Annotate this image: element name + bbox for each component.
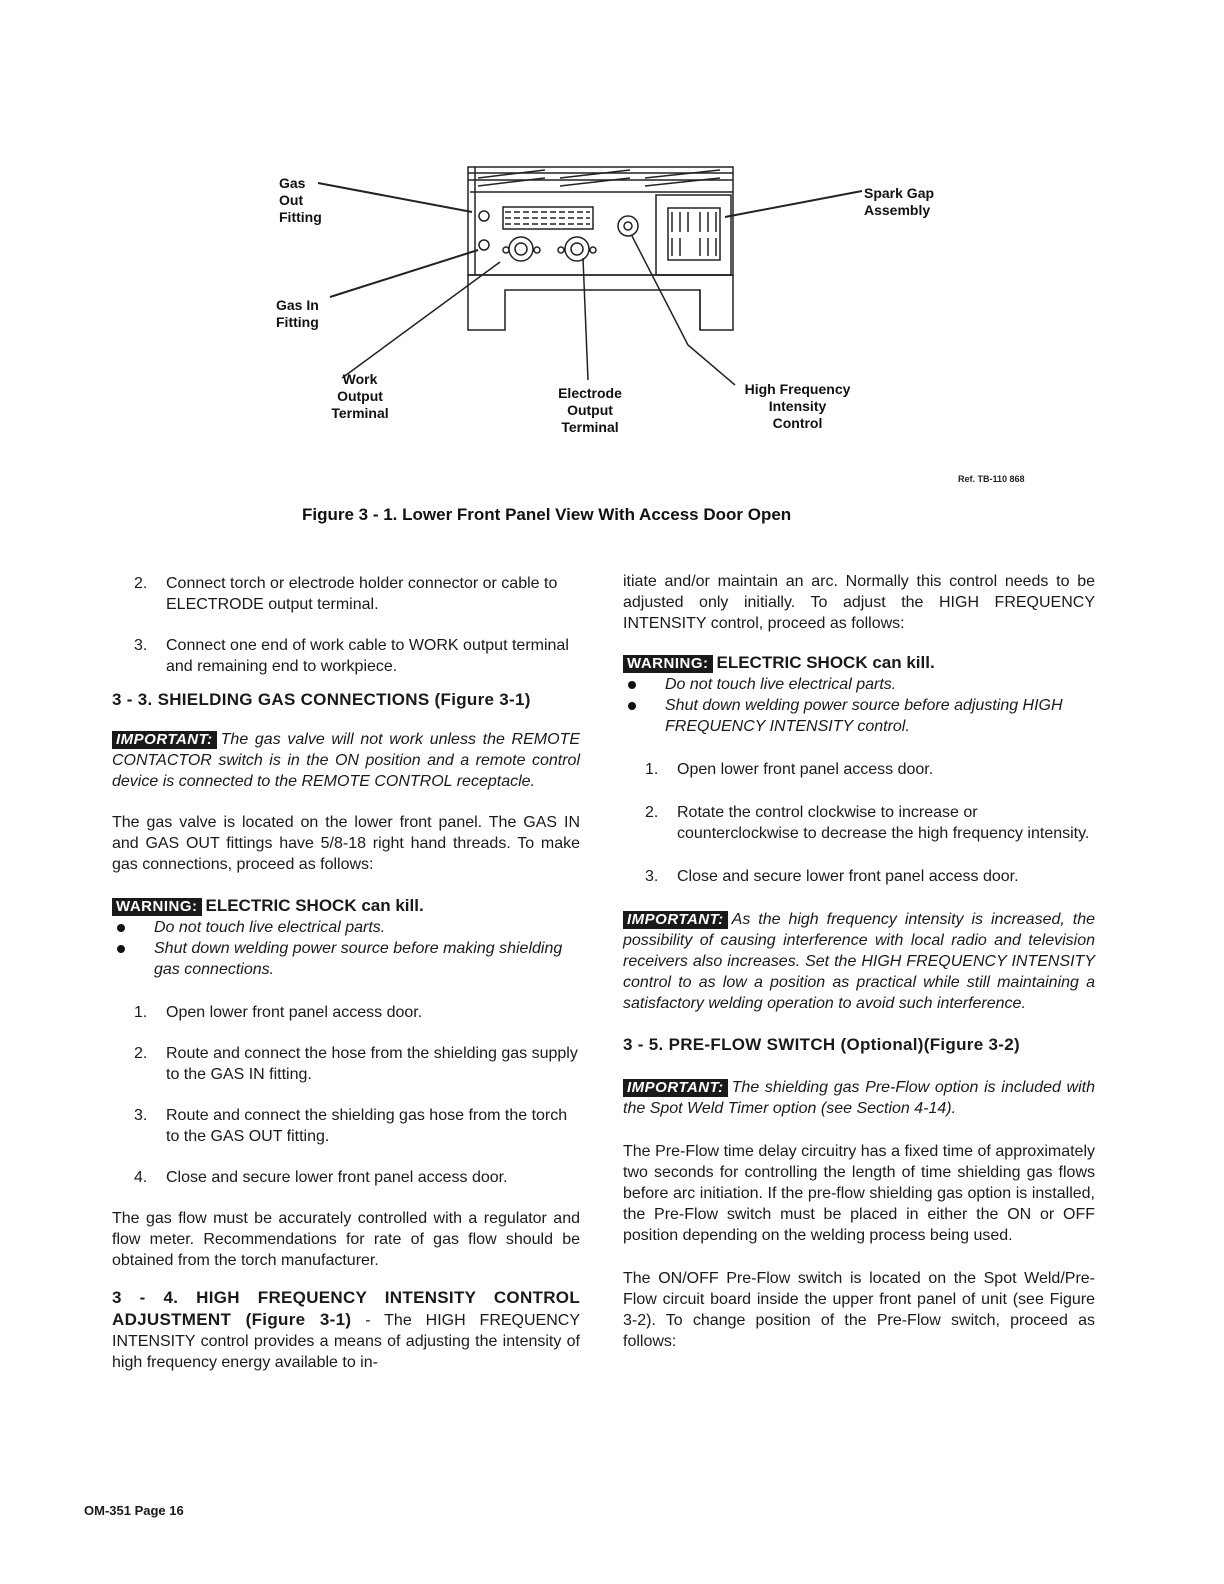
list-item <box>112 1002 580 1023</box>
list-number: 2. <box>645 804 659 821</box>
warning-title: ELECTRIC SHOCK can kill. <box>716 653 935 672</box>
list-number: 1. <box>645 761 659 778</box>
label-gas-out: Gas Out Fitting <box>279 175 322 225</box>
section-heading-3-4: 3 - 4. HIGH FREQUENCY INTENSITY CONTROL ADJUSTMENT (Figure 3-1) <box>112 1288 580 1329</box>
label-gas-in: Gas In Fitting <box>276 297 319 330</box>
figure-caption: Figure 3 - 1. Lower Front Panel View With Access Door Open <box>302 505 792 524</box>
important-note <box>623 1077 1095 1119</box>
list-item <box>112 1167 580 1188</box>
section-heading-3-5: 3 - 5. PRE-FLOW SWITCH (Optional)(Figure 3-2) <box>623 1035 1020 1054</box>
list-item <box>623 866 1095 887</box>
hf-knob <box>618 216 638 236</box>
warning-bullet <box>623 695 1095 737</box>
list-number: 3. <box>645 868 659 885</box>
bullet-dot <box>117 924 125 932</box>
list-number: 4. <box>134 1169 148 1186</box>
label-hf-control: High Frequency Intensity Control <box>744 381 851 431</box>
paragraph: itiate and/or maintain an arc. Normally this control needs to be adjusted only initially. To adjust the HIGH FREQUENCY INTENSITY control, proceed as follows: <box>623 573 1095 632</box>
warning-header <box>623 652 1095 674</box>
important-badge: IMPORTANT: <box>112 731 217 749</box>
important-text: As the high frequency intensity is increased, the possibility of causing interference with local radio and television receivers also increases. Set the HIGH FREQUENCY INTENSITY control to as low a position as practical while still maintaining a satisfactory welding operation to avoid such interference. <box>623 911 1095 1012</box>
page-footer: OM-351 Page 16 <box>84 1503 184 1518</box>
section-3-4-paragraph <box>112 1287 580 1373</box>
work-terminal <box>509 237 533 261</box>
paragraph: The Pre-Flow time delay circuitry has a fixed time of approximately two seconds for controlling the length of time shielding gas flows before arc initiation. If the pre-flow shielding gas option is installed, the Pre-Flow switch must be placed in either the ON or OFF position depending on the welding process being used. <box>623 1143 1095 1244</box>
paragraph: The ON/OFF Pre-Flow switch is located on the Spot Weld/Pre-Flow circuit board inside the upper front panel of unit (see Figure 3-2). To change position of the Pre-Flow switch, proceed as follows: <box>623 1270 1095 1350</box>
right-column <box>623 571 1095 1352</box>
warning-badge: WARNING: <box>623 655 713 673</box>
list-number: 3. <box>134 637 148 654</box>
list-item <box>112 1043 580 1085</box>
bullet-text: Shut down welding power source before making shielding gas connections. <box>154 940 563 978</box>
left-column <box>112 573 580 1373</box>
warning-bullet <box>112 917 580 938</box>
list-item <box>112 573 580 615</box>
bullet-dot <box>117 945 125 953</box>
bullet-text: Do not touch live electrical parts. <box>665 676 897 693</box>
list-item <box>623 759 1095 780</box>
electrode-terminal <box>565 237 589 261</box>
warning-badge: WARNING: <box>112 898 202 916</box>
list-number: 1. <box>134 1004 148 1021</box>
list-text: Open lower front panel access door. <box>166 1004 423 1021</box>
list-text: Connect one end of work cable to WORK output terminal and remaining end to workpiece. <box>166 637 569 675</box>
list-text: Close and secure lower front panel access door. <box>166 1169 508 1186</box>
gas-out-fitting <box>479 211 489 221</box>
list-text: Open lower front panel access door. <box>677 761 934 778</box>
bullet-dot <box>628 681 636 689</box>
important-text: The gas valve will not work unless the REMOTE CONTACTOR switch is in the ON position and a remote control device is connected to the REMOTE CONTROL receptacle. <box>112 731 580 790</box>
list-item <box>112 1105 580 1147</box>
important-badge: IMPORTANT: <box>623 911 728 929</box>
warning-bullet <box>112 938 580 980</box>
gas-in-fitting <box>479 240 489 250</box>
bullet-text: Do not touch live electrical parts. <box>154 919 386 936</box>
list-number: 2. <box>134 575 148 592</box>
label-electrode-terminal: Electrode Output Terminal <box>558 385 622 435</box>
important-text: The shielding gas Pre-Flow option is included with the Spot Weld Timer option (see Section 4-14). <box>623 1079 1095 1117</box>
list-text: Rotate the control clockwise to increase or counterclockwise to decrease the high frequency intensity. <box>677 804 1090 842</box>
important-note <box>112 729 580 792</box>
important-note <box>623 909 1095 1014</box>
spark-gap <box>668 208 720 260</box>
bullet-text: Shut down welding power source before adjusting HIGH FREQUENCY INTENSITY control. <box>665 697 1063 735</box>
list-text: Route and connect the shielding gas hose from the torch to the GAS OUT fitting. <box>166 1107 568 1145</box>
bullet-dot <box>628 702 636 710</box>
list-item <box>112 635 580 677</box>
paragraph: The gas valve is located on the lower front panel. The GAS IN and GAS OUT fittings have 5/8-18 right hand threads. To make gas connections, proceed as follows: <box>112 814 580 873</box>
warning-title: ELECTRIC SHOCK can kill. <box>205 896 424 915</box>
warning-bullet <box>623 674 1095 695</box>
important-badge: IMPORTANT: <box>623 1079 728 1097</box>
list-text: Route and connect the hose from the shielding gas supply to the GAS IN fitting. <box>166 1045 578 1083</box>
list-text: Close and secure lower front panel access door. <box>677 868 1019 885</box>
list-text: Connect torch or electrode holder connector or cable to ELECTRODE output terminal. <box>166 575 558 613</box>
list-item <box>623 802 1095 844</box>
list-number: 3. <box>134 1107 148 1124</box>
section-heading-3-3: 3 - 3. SHIELDING GAS CONNECTIONS (Figure 3-1) <box>112 690 531 709</box>
paragraph-text: - The HIGH FREQUENCY INTENSITY control provides a means of adjusting the intensity of high frequency energy available to in- <box>112 1312 581 1371</box>
label-work-terminal: Work Output Terminal <box>331 371 389 421</box>
label-spark-gap: Spark Gap Assembly <box>864 185 935 218</box>
warning-header <box>112 895 580 917</box>
list-number: 2. <box>134 1045 148 1062</box>
paragraph: The gas flow must be accurately controlled with a regulator and flow meter. Recommendations for rate of gas flow should be obtained from the torch manufacturer. <box>112 1210 580 1269</box>
figure-ref: Ref. TB-110 868 <box>958 474 1025 484</box>
